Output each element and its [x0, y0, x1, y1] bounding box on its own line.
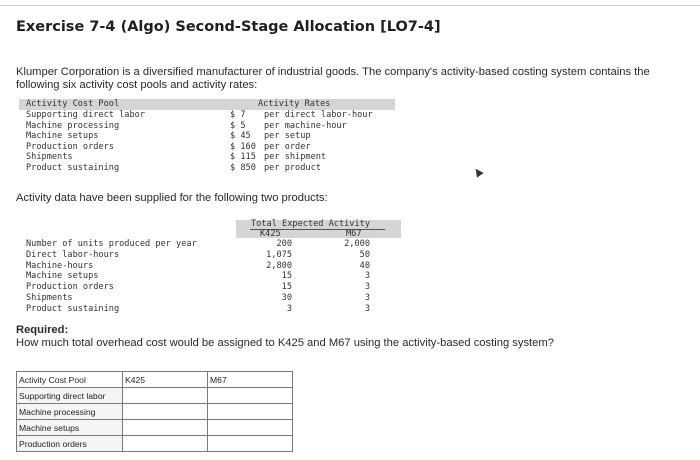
answer-row-label: Production orders — [17, 436, 123, 452]
answer-input-k425[interactable] — [123, 388, 208, 404]
activity-k425-value: 3 — [286, 303, 292, 314]
rate-amount: $ 115 — [230, 152, 256, 163]
answer-input-m67[interactable] — [208, 420, 293, 436]
exercise-title: Exercise 7-4 (Algo) Second-Stage Allocation [LO7-4] — [16, 19, 441, 35]
col-k425-header: K425 — [260, 229, 281, 239]
rate-unit: per direct labor-hour — [264, 110, 373, 120]
rate-pool-label: Shipments — [26, 152, 73, 163]
answer-header-k425: K425 — [123, 372, 208, 388]
activity-row-label: Shipments — [26, 293, 73, 303]
activity-k425-value: 2,800 — [266, 260, 292, 271]
answer-row-label: Machine setups — [17, 420, 123, 436]
answer-row — [17, 436, 293, 452]
rate-amount: $ 160 — [230, 141, 256, 152]
col-m67-header: M67 — [346, 229, 362, 239]
answer-row-label: Machine processing — [17, 404, 123, 420]
rate-amount: $ 5 — [230, 120, 246, 131]
intro-paragraph: Klumper Corporation is a diversified manufacturer of industrial goods. The company's activity-based costing system contains the following six activity cost pools and activity rates: — [16, 66, 650, 91]
answer-header-m67: M67 — [208, 372, 293, 388]
rate-pool-label: Supporting direct labor — [26, 110, 145, 120]
activity-k425-value: 15 — [281, 282, 292, 293]
activity-row-label: Product sustaining — [26, 303, 120, 314]
activity-header: Total Expected Activity — [251, 219, 370, 229]
activity-row-label: Number of units produced per year — [26, 239, 197, 249]
answer-input-m67[interactable] — [208, 388, 293, 404]
activity-intro: Activity data have been supplied for the following two products: — [16, 192, 328, 204]
activity-m67-value: 3 — [364, 271, 370, 282]
activity-m67-value: 50 — [359, 249, 370, 260]
answer-input-k425[interactable] — [123, 436, 208, 452]
rate-amount: $ 45 — [230, 131, 251, 142]
activity-m67-value: 3 — [364, 293, 370, 303]
activity-m67-value: 3 — [364, 282, 370, 293]
activity-m67-value: 3 — [364, 303, 370, 314]
rate-unit: per machine-hour — [264, 120, 347, 131]
activity-k425-value: 30 — [281, 293, 292, 303]
answer-table — [16, 371, 293, 452]
rate-pool-label: Production orders — [26, 141, 114, 152]
answer-row — [17, 388, 293, 404]
required-section — [16, 324, 554, 350]
activity-row-label: Direct labor-hours — [26, 249, 120, 260]
rate-pool-label: Machine processing — [26, 120, 120, 131]
activity-m67-value: 2,000 — [344, 239, 370, 249]
activity-k425-value: 15 — [281, 271, 292, 282]
rates-header-rates: Activity Rates — [258, 99, 331, 109]
activity-row-label: Production orders — [26, 282, 114, 293]
rate-pool-label: Product sustaining — [26, 163, 120, 173]
answer-header-pool: Activity Cost Pool — [17, 372, 123, 388]
rate-amount: $ 850 — [230, 163, 256, 173]
mouse-cursor-icon — [472, 166, 483, 177]
activity-m67-value: 40 — [359, 260, 370, 271]
activity-k425-value: 1,075 — [266, 249, 292, 260]
rate-unit: per product — [264, 163, 321, 173]
answer-input-k425[interactable] — [123, 420, 208, 436]
answer-row-label: Supporting direct labor — [17, 388, 123, 404]
rate-unit: per order — [264, 141, 311, 152]
answer-input-k425[interactable] — [123, 404, 208, 420]
rate-pool-label: Machine setups — [26, 131, 99, 142]
answer-input-m67[interactable] — [208, 436, 293, 452]
rate-unit: per shipment — [264, 152, 327, 163]
activity-row-label: Machine setups — [26, 271, 99, 282]
activity-row-label: Machine-hours — [26, 260, 94, 271]
activity-k425-value: 200 — [276, 239, 292, 249]
answer-input-m67[interactable] — [208, 404, 293, 420]
rate-amount: $ 7 — [230, 110, 246, 120]
rate-unit: per setup — [264, 131, 311, 142]
answer-row — [17, 420, 293, 436]
rates-header-pool: Activity Cost Pool — [26, 99, 120, 109]
top-divider — [0, 5, 700, 6]
required-label: Required: — [16, 324, 69, 336]
answer-row — [17, 404, 293, 420]
required-question: How much total overhead cost would be assigned to K425 and M67 using the activity-based costing system? — [16, 337, 554, 349]
